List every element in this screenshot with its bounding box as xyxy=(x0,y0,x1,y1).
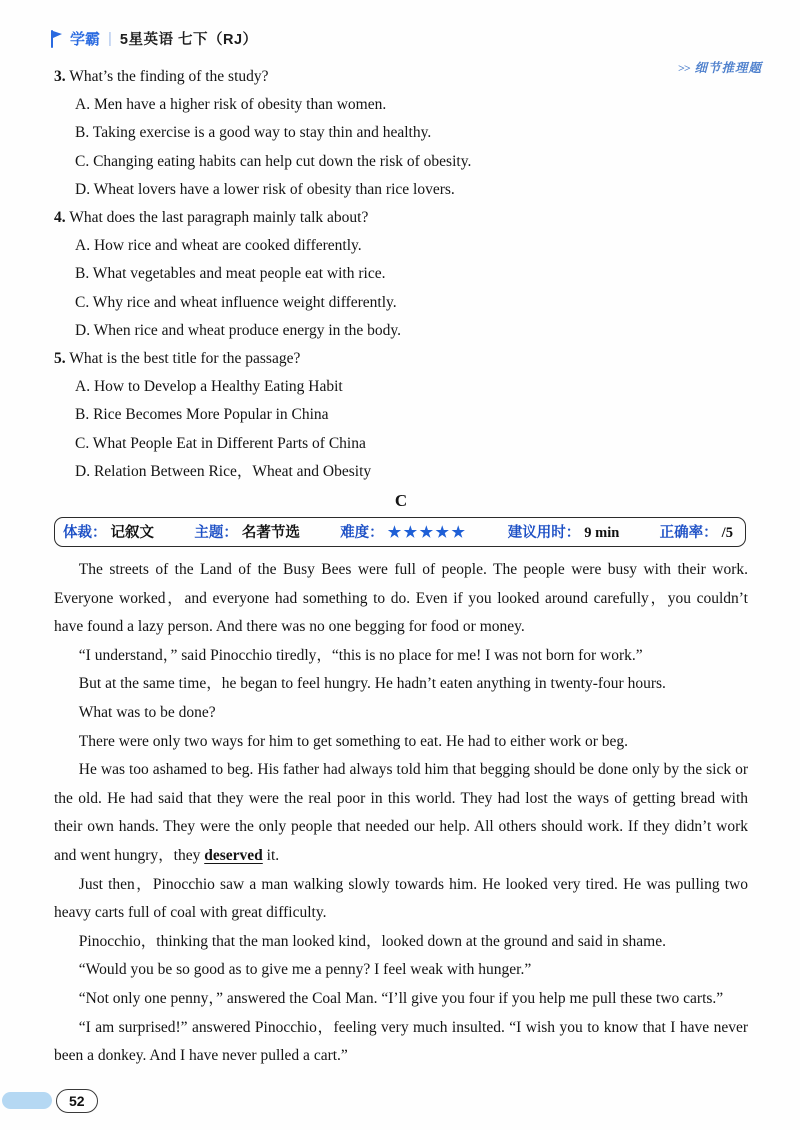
question-option: C. What People Eat in Different Parts of China xyxy=(75,434,366,452)
passage-paragraph xyxy=(54,556,748,642)
brand-flag-icon xyxy=(48,30,64,48)
info-value: /5 xyxy=(721,525,733,542)
passage-paragraph xyxy=(54,1014,748,1071)
passage xyxy=(54,556,748,1071)
passage-info-bar xyxy=(54,517,746,547)
passage-text: But at the same time，he began to feel hungry. He hadn’t eaten anything in twenty-four hours. xyxy=(78,675,666,693)
info-item xyxy=(508,521,620,542)
passage-paragraph xyxy=(54,871,748,928)
passage-text: The streets of the Land of the Busy Bees were full of people. The people were busy with their work. Everyone worked，and everyone had something to do. Even if you looked around carefully，you couldn’t have found a lazy person. And there was no one begging for food or money. xyxy=(54,561,748,636)
page-number: 52 xyxy=(69,1093,85,1109)
passage-text: it. xyxy=(262,846,280,864)
passage-text: There were only two ways for him to get something to eat. He had to either work or beg. xyxy=(78,732,629,750)
info-label: 难度： xyxy=(340,525,384,542)
question-number: 5. xyxy=(54,350,66,368)
question-option: B. What vegetables and meat people eat with rice. xyxy=(75,265,386,283)
question-option: A. How to Develop a Healthy Eating Habit xyxy=(75,378,343,396)
question-option: D. When rice and wheat produce energy in the body. xyxy=(75,321,401,339)
passage-paragraph xyxy=(54,670,748,699)
page-header xyxy=(48,28,748,49)
passage-paragraph xyxy=(54,642,748,671)
question-option: C. Why rice and wheat influence weight differently. xyxy=(75,293,397,311)
passage-paragraph xyxy=(54,728,748,757)
info-item xyxy=(63,521,154,542)
passage-paragraph xyxy=(54,928,748,957)
passage-text: “I understand，” said Pinocchio tiredly，“this is no place for me! I was not born for work.” xyxy=(78,646,643,664)
keyword-deserved: deserved xyxy=(204,846,263,864)
info-value: 记叙文 xyxy=(110,525,154,542)
question-block xyxy=(54,63,748,204)
passage-text: He was too ashamed to beg. His father had always told him that begging should be done only by the sick or the old. He had said that they were the real poor in this world. They had lost the ways of getting bread with their own hands. They were the only people that needed our help. All others should work. If they didn’t work and went hungry，they xyxy=(54,761,748,864)
difficulty-stars: ★★★★★ xyxy=(387,525,468,542)
passage-text: “I am surprised!” answered Pinocchio，feeling very much insulted. “I wish you to know that I have never been a donkey. And I have never pulled a cart.” xyxy=(54,1018,748,1065)
passage-text: “Not only one penny，” answered the Coal Man. “I’ll give you four if you help me pull these two carts.” xyxy=(78,989,724,1007)
info-value: 9 min xyxy=(584,525,620,542)
info-label: 主题： xyxy=(194,525,238,542)
question-option: A. How rice and wheat are cooked differently. xyxy=(75,237,362,255)
question-number: 3. xyxy=(54,68,66,85)
info-label: 建议用时： xyxy=(507,525,581,542)
questions xyxy=(54,63,748,486)
question-option: B. Rice Becomes More Popular in China xyxy=(75,406,329,424)
info-value: 名著节选 xyxy=(241,525,300,542)
brand-name: 学霸 xyxy=(70,31,101,48)
question-option: D. Wheat lovers have a lower risk of obesity than rice lovers. xyxy=(75,180,455,198)
question-stem: What is the best title for the passage? xyxy=(65,350,301,368)
passage-text: What was to be done? xyxy=(78,704,216,722)
header-divider: | xyxy=(108,30,112,47)
passage-paragraph xyxy=(54,956,748,985)
question-option: A. Men have a higher risk of obesity than women. xyxy=(75,96,387,114)
passage-text: “Would you be so good as to give me a penny? I feel weak with hunger.” xyxy=(78,961,532,979)
question-stem: What does the last paragraph mainly talk about? xyxy=(65,209,369,227)
info-label: 体裁： xyxy=(63,525,107,542)
passage-paragraph xyxy=(54,699,748,728)
passage-paragraph xyxy=(54,985,748,1014)
page-number-pill xyxy=(56,1089,98,1113)
info-item xyxy=(660,521,733,542)
question-number: 4. xyxy=(54,209,66,227)
info-item xyxy=(194,521,300,542)
question-text xyxy=(54,204,748,232)
passage-text: Pinocchio，thinking that the man looked kind，looked down at the ground and said in shame. xyxy=(78,932,666,950)
info-label: 正确率： xyxy=(659,525,718,542)
double-chevron-icon: >> xyxy=(677,61,690,75)
question-text xyxy=(54,63,748,91)
passage-text: Just then，Pinocchio saw a man walking slowly towards him. He looked very tired. He was pulling two heavy carts full of coal with great difficulty. xyxy=(54,875,748,922)
question-type-tag xyxy=(678,58,762,76)
question-option: B. Taking exercise is a good way to stay thin and healthy. xyxy=(75,124,432,142)
book-title: 5星英语 七下（RJ） xyxy=(119,32,258,48)
info-item xyxy=(340,521,467,542)
question-option: C. Changing eating habits can help cut down the risk of obesity. xyxy=(75,152,472,170)
question-block xyxy=(54,204,748,345)
question-block xyxy=(54,345,748,486)
question-option: D. Relation Between Rice，Wheat and Obesity xyxy=(75,462,372,480)
question-stem: What’s the finding of the study? xyxy=(65,68,269,85)
question-text xyxy=(54,345,748,373)
question-type-label: 细节推理题 xyxy=(694,61,762,75)
passage-paragraph xyxy=(54,756,748,870)
footer-accent-pill xyxy=(2,1092,52,1109)
section-label: C xyxy=(394,491,408,511)
